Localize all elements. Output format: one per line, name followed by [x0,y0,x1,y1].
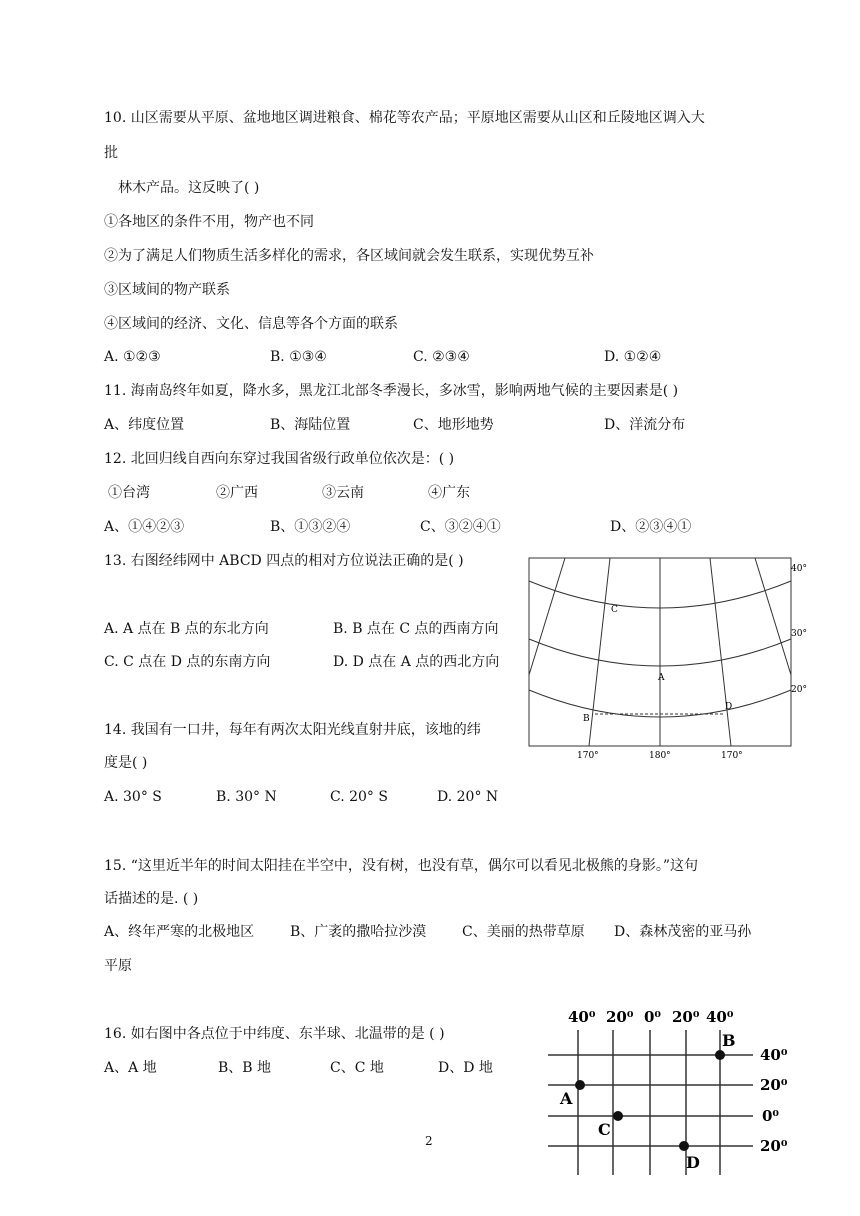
q10-option-b: B. ①③④ [270,349,327,365]
point-c-label: C [598,1120,611,1139]
q16-option-c: C、C 地 [330,1060,384,1076]
q15-stem-line1: 15. “这里近半年的时间太阳挂在半空中，没有树，也没有草，偶尔可以看见北极熊的身影。”这句 [104,858,699,874]
q11-option-a: A、纬度位置 [104,417,185,433]
q10-option-c: C. ②③④ [413,349,470,365]
point-c-label: C [611,605,618,615]
q10-stem-line1: 10. 山区需要从平原、盆地地区调进粮食、棉花等农产品；平原地区需要从山区和丘陵地区调入大 [104,110,705,126]
point-b-label: B [583,714,590,724]
q16-option-b: B、B 地 [218,1060,272,1076]
q11-option-d: D、洋流分布 [604,417,686,433]
q13-option-a: A. A 点在 B 点的东北方向 [104,621,269,637]
point-b-marker [715,1050,725,1060]
lon-label-0: 0⁰ [644,1008,662,1026]
q14-option-b: B. 30° N [216,789,277,805]
q13-option-c: C. C 点在 D 点的东南方向 [104,654,271,670]
q10-option-d: D. ①②④ [604,349,662,365]
q16-stem: 16. 如右图中各点位于中纬度、东半球、北温带的是 ( ) [104,1026,445,1042]
q12-option-c: C、③②④① [420,519,501,535]
q12-option-d: D、②③④① [610,519,692,535]
point-d-marker [679,1141,689,1151]
q10-option-a: A. ①②③ [104,349,161,365]
q15-option-b: B、广袤的撒哈拉沙漠 [290,924,427,940]
lat-label-20: 20° [791,685,807,695]
point-c-marker [613,1111,623,1121]
q16-option-a: A、A 地 [104,1060,157,1076]
q10-stem-line3: 林木产品。这反映了( ) [118,180,260,196]
q10-item-1: ①各地区的条件不用，物产也不同 [104,214,314,230]
q11-stem: 11. 海南岛终年如夏，降水多，黑龙江北部冬季漫长，多冰雪，影响两地气候的主要因素是( ) [104,383,679,399]
q15-option-d: D、森林茂密的亚马孙 [614,924,752,940]
q11-option-b: B、海陆位置 [270,417,351,433]
q15-option-d-continued: 平原 [104,958,132,974]
q13-graticule-figure [525,555,807,765]
lon-label-170e: 170° [721,751,743,761]
q16-grid-figure [548,1000,793,1180]
lon-label-180: 180° [649,751,671,761]
q12-option-b: B、①③②④ [270,519,351,535]
lon-label-40w: 40⁰ [568,1008,596,1026]
q14-option-c: C. 20° S [330,789,388,805]
point-a-marker [575,1080,585,1090]
q12-item-4: ④广东 [428,485,470,501]
q12-item-3: ③云南 [322,485,364,501]
point-a-label: A [560,1089,573,1108]
point-d-label: D [725,702,733,712]
q15-option-c: C、美丽的热带草原 [462,924,585,940]
lat-label-40: 40° [791,564,807,574]
q13-stem: 13. 右图经纬网中 ABCD 四点的相对方位说法正确的是( ) [104,553,464,569]
q14-stem-line1: 14. 我国有一口井，每年有两次太阳光线直射井底，该地的纬 [104,722,481,738]
q13-option-b: B. B 点在 C 点的西南方向 [333,621,499,637]
q14-option-a: A. 30° S [104,789,162,805]
q10-item-4: ④区域间的经济、文化、信息等各个方面的联系 [104,316,398,332]
lon-label-40e: 40⁰ [706,1008,734,1026]
lat-label-20s: 20⁰ [760,1137,788,1155]
q12-option-a: A、①④②③ [104,519,185,535]
lon-label-20w: 20⁰ [606,1008,634,1026]
q12-item-2: ②广西 [216,485,258,501]
point-b-label: B [722,1031,736,1050]
q16-option-d: D、D 地 [438,1060,493,1076]
q12-item-1: ①台湾 [108,485,150,501]
q10-item-2: ②为了满足人们物质生活多样化的需求，各区域间就会发生联系，实现优势互补 [104,248,594,264]
lat-label-0: 0⁰ [762,1107,780,1125]
q15-stem-line2: 话描述的是. ( ) [104,891,199,907]
q14-option-d: D. 20° N [437,789,499,805]
lon-label-170w: 170° [577,751,599,761]
q11-option-c: C、地形地势 [413,417,494,433]
q14-stem-line2: 度是( ) [104,755,148,771]
q15-option-a: A、终年严寒的北极地区 [104,924,255,940]
point-d-label: D [686,1153,700,1172]
q13-option-d: D. D 点在 A 点的西北方向 [333,654,500,670]
lat-label-40n: 40⁰ [760,1046,788,1064]
lat-label-30: 30° [791,629,807,639]
point-a-label: A [658,673,665,683]
lon-label-20e: 20⁰ [672,1008,700,1026]
q12-stem: 12. 北回归线自西向东穿过我国省级行政单位依次是：( ) [104,451,455,467]
page-number: 2 [425,1134,433,1148]
lat-label-20n: 20⁰ [760,1076,788,1094]
q10-stem-line2: 批 [104,145,118,161]
q10-item-3: ③区域间的物产联系 [104,282,230,298]
